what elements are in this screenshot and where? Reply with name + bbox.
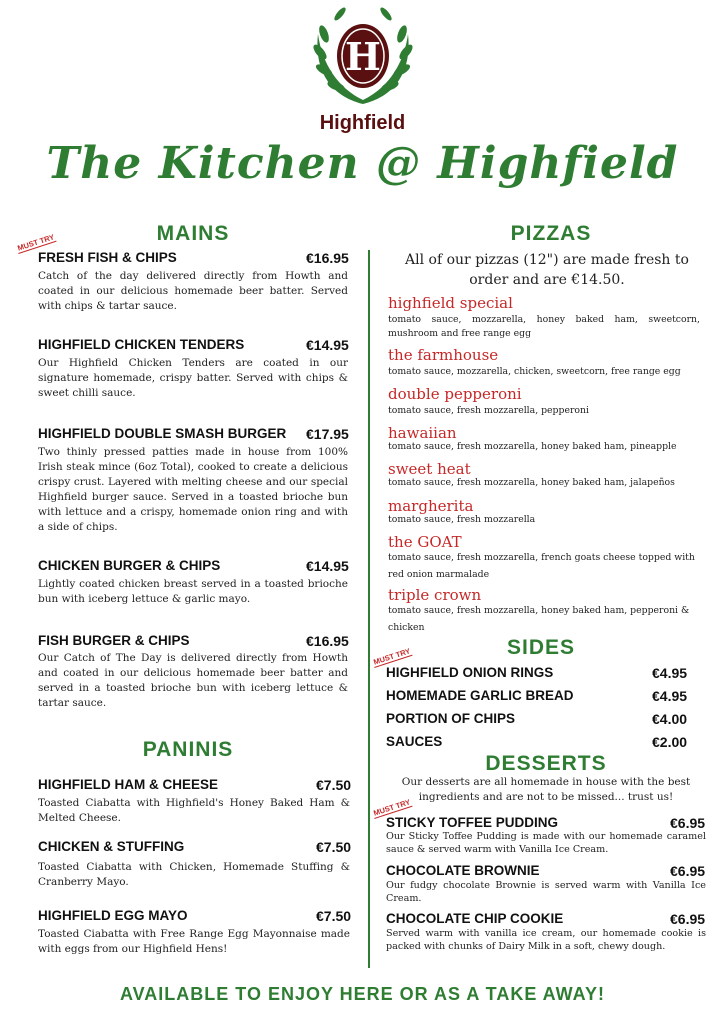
mains-item-price: €17.95 [306, 426, 349, 442]
pizza-desc: tomato sauce, fresh mozzarella, honey baked ham, pepperoni & chicken [388, 605, 690, 633]
dessert-item-price: €6.95 [670, 863, 706, 879]
mains-item-name: FRESH FISH & CHIPS [38, 250, 177, 265]
pizza-name: double pepperoni [388, 385, 522, 403]
panini-item-price: €7.50 [316, 908, 352, 924]
pizza-desc: tomato sauce, fresh mozzarella, honey baked ham, jalapeños [388, 477, 675, 488]
mains-item-desc: Catch of the day delivered directly from Howth and coated in our delicious homemade beer batter. Served with chips & tartar sauce. [38, 270, 348, 312]
desserts-intro: Our desserts are all homemade in house with the best ingredients and are not to be missed... trust us! [401, 776, 691, 803]
pizza-desc: tomato sauce, fresh mozzarella, honey baked ham, pineapple [388, 441, 677, 452]
side-item-name: SAUCES [386, 734, 443, 749]
mains-item-price: €14.95 [306, 337, 349, 353]
side-item-price: €4.00 [652, 711, 688, 727]
pizza-desc: tomato sauce, fresh mozzarella, french goats cheese topped with red onion marmalade [388, 552, 695, 580]
mains-item-desc: Our Highfield Chicken Tenders are coated in our signature homemade, crispy batter. Served with chips & sweet chilli sauce. [38, 357, 348, 399]
mains-item-name: HIGHFIELD CHICKEN TENDERS [38, 337, 245, 352]
side-item-price: €2.00 [652, 734, 688, 750]
highfield-logo [300, 4, 426, 116]
panini-item-desc: Toasted Ciabatta with Chicken, Homemade Stuffing & Cranberry Mayo. [38, 861, 350, 888]
pizza-desc: tomato sauce, fresh mozzarella [388, 514, 536, 525]
side-item-name: HIGHFIELD ONION RINGS [386, 665, 554, 680]
dessert-item-desc: Our Sticky Toffee Pudding is made with our homemade caramel sauce & served warm with Vanilla Ice Cream. [386, 831, 706, 855]
sides-heading: SIDES [506, 636, 576, 659]
pizza-name: the farmhouse [388, 346, 499, 364]
dessert-item-name: CHOCOLATE BROWNIE [386, 863, 540, 878]
dessert-item-price: €6.95 [670, 815, 706, 831]
logo-letter: H [345, 34, 381, 79]
side-item-name: PORTION OF CHIPS [386, 711, 516, 726]
dessert-item-desc: Served warm with vanilla ice cream, our homemade cookie is packed with chunks of Dairy Milk in a soft, chewy dough. [386, 928, 706, 952]
pizza-name: triple crown [388, 586, 482, 604]
pizza-desc: tomato sauce, fresh mozzarella, pepperoni [388, 405, 589, 416]
pizza-name: hawaiian [388, 424, 457, 442]
panini-item-price: €7.50 [316, 777, 352, 793]
pizza-name: highfield special [388, 294, 513, 312]
panini-item-desc: Toasted Ciabatta with Free Range Egg Mayonnaise made with eggs from our Highfield Hens! [38, 928, 350, 955]
panini-item-name: CHICKEN & STUFFING [38, 839, 185, 854]
dessert-item-desc: Our fudgy chocolate Brownie is served warm with Vanilla Ice Cream. [386, 880, 706, 904]
mains-item-name: FISH BURGER & CHIPS [38, 633, 190, 648]
mains-item-price: €16.95 [306, 633, 349, 649]
panini-item-name: HIGHFIELD EGG MAYO [38, 908, 188, 923]
must-try-badge: MUST TRY [372, 646, 412, 667]
pizza-name: sweet heat [388, 460, 471, 478]
mains-item-desc: Our Catch of The Day is delivered directly from Howth and coated in our delicious homemade beer batter and served in a toasted brioche bun with iceberg lettuce & tartar sauce. [38, 652, 348, 709]
must-try-badge: MUST TRY [372, 797, 412, 818]
mains-item-name: CHICKEN BURGER & CHIPS [38, 558, 221, 573]
mains-item-desc: Two thinly pressed patties made in house from 100% Irish steak mince (6oz Total), cooked to create a delicious crispy crust. Layered with melting cheese and our special Highfield burger sauce. Served in a toasted brioche bun with lettuce and a crispy, homemade onion ring and with a side of chips. [38, 446, 348, 533]
mains-item-price: €16.95 [306, 250, 349, 266]
pizza-desc: tomato sauce, mozzarella, chicken, sweetcorn, free range egg [388, 366, 681, 377]
panini-item-name: HIGHFIELD HAM & CHEESE [38, 777, 219, 792]
pizzas-heading: PIZZAS [510, 222, 592, 245]
panini-item-price: €7.50 [316, 839, 352, 855]
pizzas-intro: All of our pizzas (12") are made fresh to order and are €14.50. [405, 252, 689, 288]
side-item-name: HOMEMADE GARLIC BREAD [386, 688, 574, 703]
dessert-item-name: STICKY TOFFEE PUDDING [386, 815, 559, 830]
mains-item-desc: Lightly coated chicken breast served in a toasted brioche bun with iceberg lettuce & garlic mayo. [38, 578, 348, 605]
must-try-badge: MUST TRY [16, 232, 56, 253]
footer-banner: AVAILABLE TO ENJOY HERE OR AS A TAKE AWAY! [119, 984, 606, 1004]
dessert-item-name: CHOCOLATE CHIP COOKIE [386, 911, 564, 926]
column-divider [368, 250, 370, 968]
side-item-price: €4.95 [652, 665, 688, 681]
brand-name: Highfield [319, 112, 406, 134]
dessert-item-price: €6.95 [670, 911, 706, 927]
side-item-price: €4.95 [652, 688, 688, 704]
pizza-name: the GOAT [388, 533, 462, 551]
desserts-heading: DESSERTS [485, 752, 607, 775]
pizza-desc: tomato sauce, mozzarella, honey baked ham, sweetcorn, mushroom and free range egg [388, 314, 700, 339]
page-title: The Kitchen @ Highfield [46, 138, 679, 189]
panini-item-desc: Toasted Ciabatta with Highfield's Honey Baked Ham & Melted Cheese. [38, 797, 350, 824]
pizza-name: margherita [388, 497, 474, 515]
mains-heading: MAINS [156, 222, 230, 245]
paninis-heading: PANINIS [142, 738, 234, 761]
mains-item-name: HIGHFIELD DOUBLE SMASH BURGER [38, 426, 287, 441]
mains-item-price: €14.95 [306, 558, 349, 574]
